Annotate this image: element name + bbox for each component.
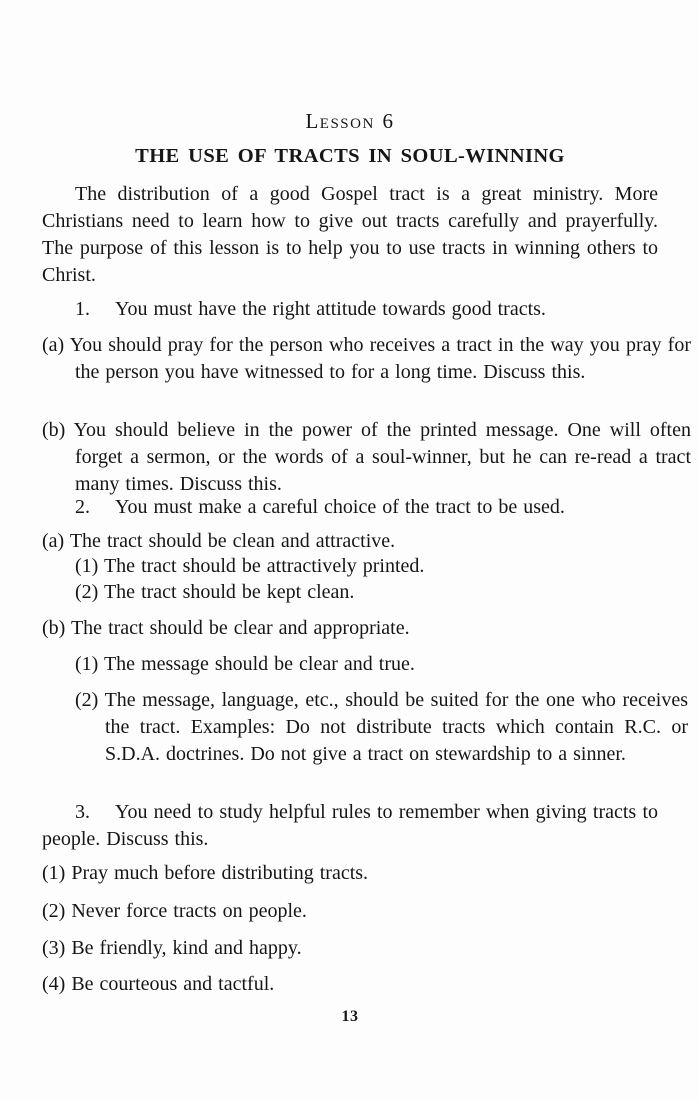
rule-3 [42, 935, 691, 962]
item-1b-text: You should believe in the power of the printed message. One will often forget a sermon, or the words of a soul-winner, but he can re-read a tract many times. Discuss this. [73, 419, 691, 495]
rule-2-marker: (2) [42, 900, 66, 922]
item-1b [42, 417, 691, 498]
rule-1-marker: (1) [42, 862, 66, 884]
item-2b-sub-2-marker: (2) [75, 689, 99, 711]
point-2-text: You must make a careful choice of the tract to be used. [115, 496, 565, 518]
rule-2-text: Never force tracts on people. [71, 900, 307, 922]
rule-3-marker: (3) [42, 937, 66, 959]
item-2b [42, 615, 691, 642]
point-1 [42, 296, 691, 323]
item-2a-sub-2-marker: (2) [75, 581, 99, 603]
intro-paragraph: The distribution of a good Gospel tract is a great ministry. More Christians need to learn how to give out tracts carefully and prayerfully. The purpose of this lesson is to help you to use tracts in winning others to Christ. [42, 183, 658, 286]
item-2b-text: The tract should be clear and appropriate. [70, 617, 410, 639]
point-3-number: 3. [75, 801, 90, 823]
point-3 [42, 799, 658, 853]
item-1a [42, 332, 691, 386]
rule-4 [42, 971, 691, 998]
item-2a-sub-1 [75, 553, 688, 580]
point-1-text: You must have the right attitude towards good tracts. [115, 298, 546, 320]
item-2a-sub-2-text: The tract should be kept clean. [103, 581, 355, 603]
point-2-number: 2. [75, 496, 90, 518]
rule-1 [42, 860, 691, 887]
page-number: 13 [341, 1008, 359, 1025]
page-title: THE USE OF TRACTS IN SOUL-WINNING [135, 145, 565, 167]
point-1-number: 1. [75, 298, 90, 320]
item-1a-text: You should pray for the person who receives a tract in the way you pray for the person you have witnessed to for a long time. Discuss this. [69, 334, 691, 383]
rule-2 [42, 898, 691, 925]
item-2a-sub-2 [75, 579, 688, 606]
item-2a [42, 528, 691, 555]
lesson-label: Lesson 6 [305, 109, 395, 133]
item-2a-text: The tract should be clean and attractive. [69, 530, 396, 552]
item-2a-marker: (a) [42, 530, 65, 552]
item-2b-marker: (b) [42, 617, 66, 639]
item-2b-sub-1-marker: (1) [75, 653, 99, 675]
item-2a-sub-1-text: The tract should be attractively printed. [103, 555, 425, 577]
rule-1-text: Pray much before distributing tracts. [71, 862, 369, 884]
item-2b-sub-1 [75, 651, 688, 678]
item-2b-sub-2 [75, 687, 688, 768]
item-2b-sub-2-text: The message, language, etc., should be suited for the one who receives the tract. Examples: Do not distribute tracts which contain R.C. or S.D.A. doctrines. Do not give a tract on stewardship to a sinner. [104, 689, 688, 765]
rule-4-marker: (4) [42, 973, 66, 995]
item-2a-sub-1-marker: (1) [75, 555, 99, 577]
item-1b-marker: (b) [42, 419, 66, 441]
point-3-text: You need to study helpful rules to remember when giving tracts to people. Discuss this. [42, 801, 658, 850]
point-2 [42, 494, 691, 521]
rule-3-text: Be friendly, kind and happy. [71, 937, 302, 959]
item-2b-sub-1-text: The message should be clear and true. [103, 653, 415, 675]
rule-4-text: Be courteous and tactful. [71, 973, 275, 995]
item-1a-marker: (a) [42, 334, 65, 356]
